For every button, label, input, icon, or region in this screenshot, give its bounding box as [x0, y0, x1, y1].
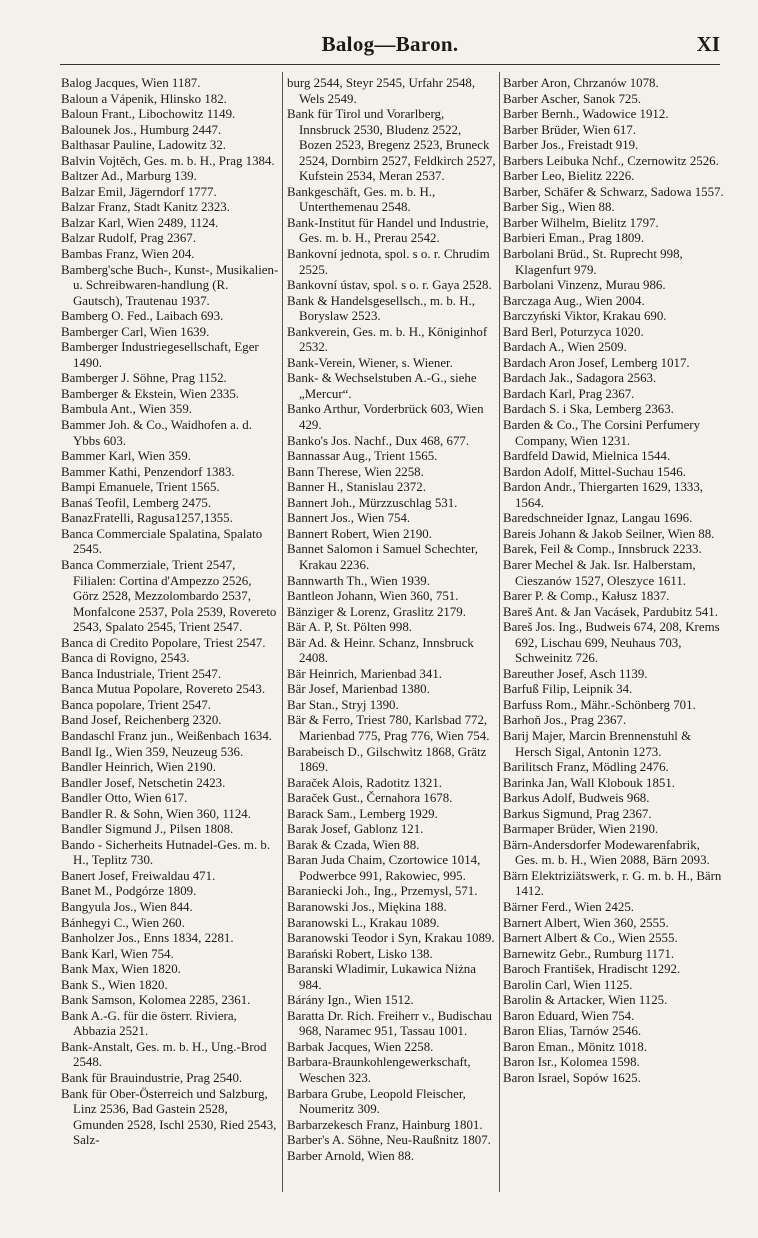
directory-entry: Bann Therese, Wien 2258.	[287, 464, 424, 479]
directory-entry: Bankovní ústav, spol. s o. r. Gaya 2528.	[287, 278, 492, 293]
directory-entry: Bambas Franz, Wien 204.	[61, 247, 195, 262]
directory-entry: Barczaga Aug., Wien 2004.	[503, 293, 645, 308]
directory-entry: Barkus Adolf, Budweis 968.	[503, 791, 650, 806]
directory-entry: Bamberger Carl, Wien 1639.	[61, 324, 210, 339]
directory-entry: Bank für Tirol und Vorarlberg, Innsbruck 2530, Bludenz 2522, Bozen 2523, Bregenz 2523, Bruneck 2524, Dornbirn 2527, Feldkirch 2527, Kufstein 2534, Meran 2537.	[287, 107, 496, 184]
directory-entry: Barkus Sigmund, Prag 2367.	[503, 806, 652, 821]
directory-entry: Bando - Sicherheits Hutnadel-Ges. m. b. H., Teplitz 730.	[61, 837, 271, 868]
column-3	[503, 76, 725, 1196]
directory-entry: Bar Stan., Stryj 1390.	[287, 697, 399, 712]
directory-entry: Barfuss Rom., Mähr.-Schönberg 701.	[503, 697, 696, 712]
directory-entry: Bandler Josef, Netschetin 2423.	[61, 775, 226, 790]
directory-entry: Barber Leo, Bielitz 2226.	[503, 169, 635, 184]
directory-entry: Bandler R. & Sohn, Wien 360, 1124.	[61, 806, 251, 821]
directory-entry: Banet M., Podgórze 1809.	[61, 884, 197, 899]
directory-entry: Bamberger & Ekstein, Wien 2335.	[61, 386, 240, 401]
directory-entry: Barber Bernh., Wadowice 1912.	[503, 107, 669, 122]
directory-entry: Baranowski L., Krakau 1089.	[287, 915, 440, 930]
directory-entry: Baron Israel, Sopów 1625.	[503, 1071, 641, 1085]
directory-entry: Bärn-Andersdorfer Modewarenfabrik, Ges. m. b. H., Wien 2088, Bärn 2093.	[503, 837, 710, 868]
directory-entry: Barber Brüder, Wien 617.	[503, 122, 636, 137]
directory-entry: Bank & Handelsgesellsch., m. b. H., Boryslaw 2523.	[287, 293, 475, 324]
directory-entry: Bannassar Aug., Trient 1565.	[287, 449, 438, 464]
directory-entry: Bamberg'sche Buch-, Kunst-, Musikalien- u. Schreibwaren-handlung (R. Gautsch), Trautenau 1937.	[61, 262, 279, 308]
directory-entry: Bank-Anstalt, Ges. m. b. H., Ung.-Brod 2548.	[61, 1039, 267, 1070]
directory-entry: Barden & Co., The Corsini Perfumery Company, Wien 1231.	[503, 418, 701, 448]
directory-entry: Bamberg O. Fed., Laibach 693.	[61, 309, 224, 324]
directory-entry: Baredschneider Ignaz, Langau 1696.	[503, 511, 693, 526]
directory-entry: Banner H., Stanislau 2372.	[287, 480, 426, 495]
directory-entry: Barbara-Braunkohlengewerkschaft, Weschen 323.	[287, 1055, 471, 1085]
page-header	[60, 32, 720, 62]
directory-entry: Baron Eman., Mönitz 1018.	[503, 1039, 647, 1054]
directory-entry: Barber Ascher, Sanok 725.	[503, 91, 642, 106]
directory-entry: Bardach Jak., Sadagora 2563.	[503, 371, 657, 386]
directory-entry: Bareuther Josef, Asch 1139.	[503, 666, 648, 681]
directory-entry: Bannert Joh., Mürzzuschlag 531.	[287, 495, 458, 510]
directory-entry: Barber Jos., Freistadt 919.	[503, 138, 639, 153]
directory-entry: Bamberger J. Söhne, Prag 1152.	[61, 371, 227, 386]
directory-entry: Banholzer Jos., Enns 1834, 2281.	[61, 931, 234, 946]
directory-entry: Bank-Institut für Handel und Industrie, Ges. m. b. H., Prerau 2542.	[287, 215, 489, 246]
directory-entry: Bardon Adolf, Mittel-Suchau 1546.	[503, 464, 686, 479]
directory-entry: Bandl Ig., Wien 359, Neuzeug 536.	[61, 744, 244, 759]
directory-entry: Barack Sam., Lemberg 1929.	[287, 806, 438, 821]
column-divider	[282, 72, 283, 1192]
directory-entry: Baroch František, Hradischt 1292.	[503, 962, 681, 977]
column-divider	[499, 72, 500, 1192]
directory-entry: Barber Arnold, Wien 88.	[287, 1148, 415, 1163]
directory-entry: Barolin & Artacker, Wien 1125.	[503, 993, 668, 1008]
directory-entry: Barinka Jan, Wall Klobouk 1851.	[503, 775, 676, 790]
column-1	[61, 76, 279, 1196]
directory-entry: Barczyński Viktor, Krakau 690.	[503, 309, 667, 324]
directory-entry: Bär A. P, St. Pölten 998.	[287, 620, 412, 635]
directory-entry: Banaś Teofil, Lemberg 2475.	[61, 495, 212, 510]
directory-entry: Barek, Feil & Comp., Innsbruck 2233.	[503, 542, 702, 557]
directory-entry: Bär & Ferro, Triest 780, Karlsbad 772, Marienbad 775, Prag 776, Wien 754.	[287, 713, 490, 743]
directory-entry: Bampi Emanuele, Trient 1565.	[61, 480, 220, 495]
directory-entry: Balzar Emil, Jägerndorf 1777.	[61, 184, 217, 199]
directory-entry: Barer Mechel & Jak. Isr. Halberstam, Cieszanów 1527, Oleszyce 1611.	[503, 557, 696, 588]
directory-entry: Barber's A. Söhne, Neu-Raußnitz 1807.	[287, 1133, 491, 1148]
directory-entry: Barnert Albert, Wien 360, 2555.	[503, 915, 669, 930]
directory-entry: Barnert Albert & Co., Wien 2555.	[503, 931, 678, 946]
directory-entry: Bareis Johann & Jakob Seilner, Wien 88.	[503, 526, 715, 541]
directory-entry: Barbarzekesch Franz, Hainburg 1801.	[287, 1117, 483, 1132]
directory-entry: Barer P. & Comp., Kałusz 1837.	[503, 589, 670, 604]
header-rule	[60, 64, 720, 65]
directory-entry: Bardach Karl, Prag 2367.	[503, 386, 635, 401]
directory-entry: Barbers Leibuka Nchf., Czernowitz 2526.	[503, 153, 719, 168]
directory-entry: Baranski Wladimir, Lukawica Niżna 984.	[287, 962, 476, 992]
directory-entry: Bareš Ant. & Jan Vacásek, Pardubitz 541.	[503, 604, 718, 619]
directory-entry: Banca Industriale, Trient 2547.	[61, 666, 222, 681]
directory-entry: Baloun a Vápenik, Hlinsko 182.	[61, 91, 227, 106]
directory-entry: Bärner Ferd., Wien 2425.	[503, 899, 634, 914]
directory-entry: Baraček Gust., Černahora 1678.	[287, 791, 453, 806]
directory-entry: Bambula Ant., Wien 359.	[61, 402, 193, 417]
directory-entry: Bank-Verein, Wiener, s. Wiener.	[287, 355, 453, 370]
directory-entry: Balzar Franz, Stadt Kanitz 2323.	[61, 200, 230, 215]
directory-entry: Barhoň Jos., Prag 2367.	[503, 713, 627, 728]
directory-entry: Baron Eduard, Wien 754.	[503, 1008, 635, 1023]
directory-entry: Bank für Ober-Österreich und Salzburg, Linz 2536, Bad Gastein 2528, Gmunden 2528, Ischl 2530, Ried 2543, Salz-	[61, 1086, 277, 1148]
directory-entry: Bandler Sigmund J., Pilsen 1808.	[61, 822, 234, 837]
directory-entry: Bank A.-G. für die österr. Riviera, Abbazia 2521.	[61, 1008, 237, 1039]
directory-entry: Bandler Otto, Wien 617.	[61, 791, 188, 806]
directory-entry: Baron Isr., Kolomea 1598.	[503, 1055, 640, 1070]
directory-entry: Bantleon Johann, Wien 360, 751.	[287, 589, 459, 604]
directory-entry: Balvin Vojtěch, Ges. m. b. H., Prag 1384.	[61, 153, 275, 168]
directory-entry: Band Josef, Reichenberg 2320.	[61, 713, 222, 728]
directory-entry: Bardon Andr., Thiergarten 1629, 1333, 1564.	[503, 480, 704, 510]
page-title: Balog—Baron.	[321, 32, 459, 56]
directory-entry: Bannwarth Th., Wien 1939.	[287, 573, 430, 588]
directory-entry: Bareš Jos. Ing., Budweis 674, 208, Krems 692, Lischau 699, Neuhaus 703, Schweinitz 726.	[503, 620, 720, 666]
directory-entry: Barbolani Vinzenz, Murau 986.	[503, 278, 666, 293]
directory-entry: Bär Heinrich, Marienbad 341.	[287, 666, 442, 681]
directory-entry: Baltzer Ad., Marburg 139.	[61, 169, 197, 184]
directory-entry: Balzar Rudolf, Prag 2367.	[61, 231, 196, 246]
directory-entry: BanazFratelli, Ragusa1257,1355.	[61, 511, 233, 526]
directory-entry: Barański Robert, Lisko 138.	[287, 946, 433, 961]
directory-entry: Banko's Jos. Nachf., Dux 468, 677.	[287, 433, 470, 448]
directory-entry: Bardach Aron Josef, Lemberg 1017.	[503, 355, 690, 370]
directory-entry: Banca Commerziale, Trient 2547, Filialen: Cortina d'Ampezzo 2526, Görz 2528, Mezzolombardo 2537, Monfalcone 2537, Pola 2539, Rovereto 2543, Spalato 2545, Trient 2547.	[61, 557, 277, 635]
directory-entry: Bänziger & Lorenz, Graslitz 2179.	[287, 604, 466, 619]
directory-entry: Bank für Brauindustrie, Prag 2540.	[61, 1071, 243, 1085]
directory-entry: Bamberger Industriegesellschaft, Eger 1490.	[61, 340, 259, 370]
directory-entry: Bärn Elektriziätswerk, r. G. m. b. H., Bärn 1412.	[503, 868, 722, 899]
directory-entry: Barber Sig., Wien 88.	[503, 200, 615, 215]
directory-entry: Bank Karl, Wien 754.	[61, 946, 174, 961]
directory-entry: Balzar Karl, Wien 2489, 1124.	[61, 215, 219, 230]
directory-entry: Bard Berl, Poturzyca 1020.	[503, 324, 644, 339]
directory-entry: Barak Josef, Gablonz 121.	[287, 822, 424, 837]
directory-entry: Bandaschl Franz jun., Weißenbach 1634.	[61, 728, 273, 743]
directory-entry: Baloun Frant., Libochowitz 1149.	[61, 107, 236, 122]
page-number: XI	[696, 32, 720, 56]
directory-entry: Barabeisch D., Gilschwitz 1868, Grätz 1869.	[287, 744, 487, 775]
directory-entry: Balog Jacques, Wien 1187.	[61, 76, 201, 90]
directory-entry: Bär Ad. & Heinr. Schanz, Innsbruck 2408.	[287, 635, 474, 666]
directory-entry: Bammer Karl, Wien 359.	[61, 449, 191, 464]
column-2	[287, 76, 497, 1196]
directory-entry: Banca Mutua Popolare, Rovereto 2543.	[61, 682, 266, 697]
directory-entry: Bangyula Jos., Wien 844.	[61, 899, 193, 914]
directory-entry: Bánhegyi C., Wien 260.	[61, 915, 185, 930]
directory-entry: Bardach A., Wien 2509.	[503, 340, 627, 355]
directory-entry: Banca Commerciale Spalatina, Spalato 2545.	[61, 526, 263, 557]
directory-entry: Bannert Robert, Wien 2190.	[287, 526, 432, 541]
directory-entry: Bankovní jednota, spol. s o. r. Chrudim 2525.	[287, 247, 490, 277]
directory-entry: Barfuß Filip, Leipnik 34.	[503, 682, 633, 697]
directory-entry: Baranowski Teodor i Syn, Krakau 1089.	[287, 931, 495, 946]
directory-entry: Bannert Jos., Wien 754.	[287, 511, 411, 526]
directory-entry: Barij Majer, Marcin Brennenstuhl & Hersch Sigal, Antonin 1273.	[503, 728, 692, 759]
directory-entry: Baraniecki Joh., Ing., Przemysl, 571.	[287, 884, 478, 899]
directory-entry: Banca di Rovigno, 2543.	[61, 651, 190, 666]
directory-entry: Barbara Grube, Leopold Fleischer, Noumeritz 309.	[287, 1086, 466, 1117]
directory-entry: Baranowski Jos., Miękina 188.	[287, 899, 447, 914]
directory-entry: Balthasar Pauline, Ladowitz 32.	[61, 138, 227, 153]
directory-entry: Banca popolare, Trient 2547.	[61, 697, 212, 712]
directory-entry: Baron Elias, Tarnów 2546.	[503, 1024, 642, 1039]
directory-entry: Balounek Jos., Humburg 2447.	[61, 122, 222, 137]
directory-entry: Bardfeld Dawid, Mielnica 1544.	[503, 449, 671, 464]
directory-entry: Baratta Dr. Rich. Freiherr v., Budischau 968, Naramec 951, Tassau 1001.	[287, 1008, 493, 1039]
directory-entry: Barbak Jacques, Wien 2258.	[287, 1039, 434, 1054]
directory-entry: Bardach S. i Ska, Lemberg 2363.	[503, 402, 674, 417]
directory-entry: Barbolani Brüd., St. Ruprecht 998, Klagenfurt 979.	[503, 247, 683, 277]
directory-entry: Bank Max, Wien 1820.	[61, 962, 181, 977]
directory-entry: Baraček Alois, Radotitz 1321.	[287, 775, 443, 790]
directory-entry: Bank Samson, Kolomea 2285, 2361.	[61, 993, 251, 1008]
directory-entry: Barber Wilhelm, Bielitz 1797.	[503, 215, 659, 230]
directory-entry: Barbieri Eman., Prag 1809.	[503, 231, 645, 246]
directory-entry: Banert Josef, Freiwaldau 471.	[61, 868, 216, 883]
directory-entry: Bankverein, Ges. m. b. H., Königinhof 2532.	[287, 324, 488, 355]
directory-entry: Bárány Ign., Wien 1512.	[287, 993, 414, 1008]
directory-entry: Bank- & Wechselstuben A.-G., siehe „Mercur“.	[287, 371, 477, 401]
directory-entry: Barnewitz Gebr., Rumburg 1171.	[503, 946, 675, 961]
directory-entry: Bankgeschäft, Ges. m. b. H., Unterthemenau 2548.	[287, 184, 436, 215]
directory-entry: Bannet Salomon i Samuel Schechter, Krakau 2236.	[287, 542, 479, 572]
directory-entry: Barmaper Brüder, Wien 2190.	[503, 822, 659, 837]
directory-entry: Bammer Joh. & Co., Waidhofen a. d. Ybbs 603.	[61, 418, 252, 448]
directory-entry: Bandler Heinrich, Wien 2190.	[61, 760, 216, 775]
directory-entry: Barber Aron, Chrzanów 1078.	[503, 76, 659, 90]
directory-entry: Barilitsch Franz, Mödling 2476.	[503, 760, 669, 775]
directory-entry: Banca di Credito Popolare, Triest 2547.	[61, 635, 266, 650]
directory-entry: burg 2544, Steyr 2545, Urfahr 2548, Wels 2549.	[287, 76, 476, 106]
directory-entry: Bär Josef, Marienbad 1380.	[287, 682, 430, 697]
directory-entry: Banko Arthur, Vorderbrück 603, Wien 429.	[287, 402, 484, 433]
directory-entry: Baran Juda Chaim, Czortowice 1014, Podwerbce 991, Rakowiec, 995.	[287, 853, 481, 883]
directory-entry: Bammer Kathi, Penzendorf 1383.	[61, 464, 235, 479]
directory-entry: Barber, Schäfer & Schwarz, Sadowa 1557.	[503, 184, 724, 199]
directory-entry: Barak & Czada, Wien 88.	[287, 837, 420, 852]
directory-entry: Bank S., Wien 1820.	[61, 977, 168, 992]
directory-entry: Barolin Carl, Wien 1125.	[503, 977, 633, 992]
